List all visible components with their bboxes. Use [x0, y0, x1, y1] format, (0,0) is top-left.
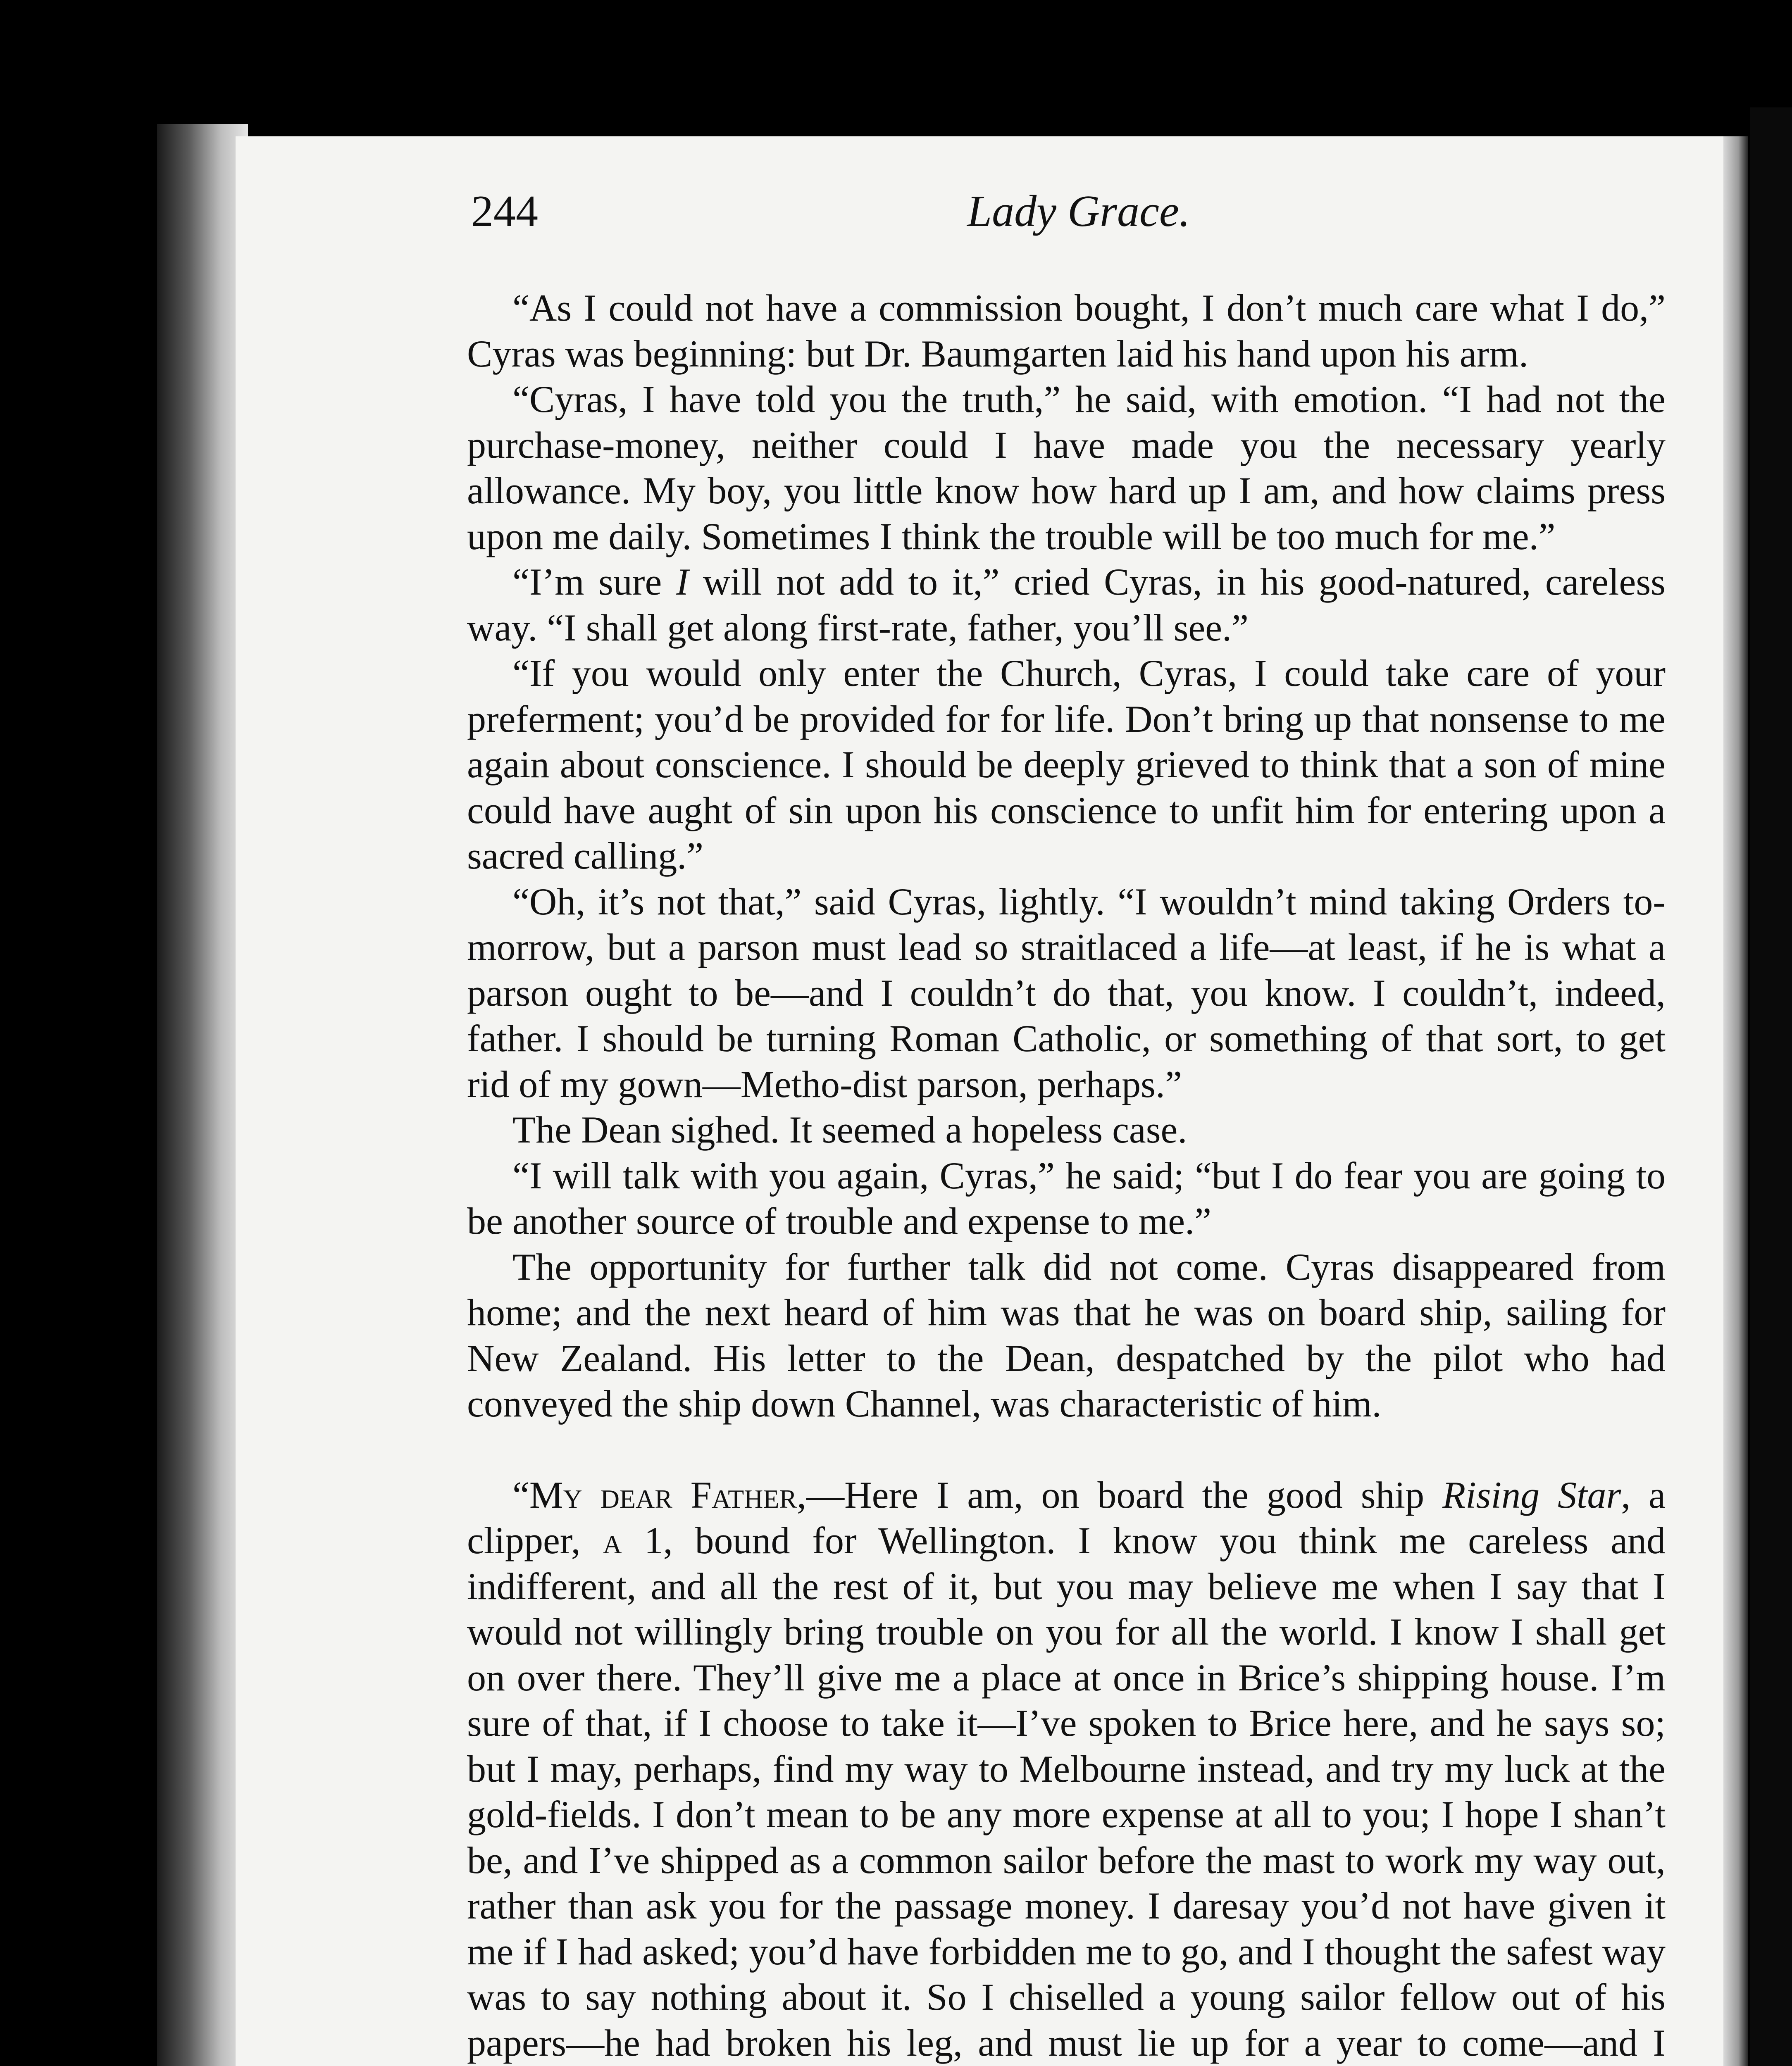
paragraph: “If you would only enter the Church, Cyras, I could take care of your preferment; you’d be provided for for life. Don’t bring up that nonsense to me again about conscience. I should be deeply grieved to think that a son of mine could have aught of sin upon his conscience to unfit him for entering upon a sacred calling.” — [467, 652, 1666, 877]
paragraph: “Cyras, I have told you the truth,” he said, with emotion. “I had not the purchase-money, neither could I have made you the necessary yearly allowance. My boy, you little know how hard up I am, and how claims press upon me daily. Sometimes I think the trouble will be too much for me.” — [467, 378, 1666, 557]
book-spine-shadow — [157, 124, 248, 2066]
ship-name: Rising Star — [1442, 1473, 1621, 1516]
paragraph — [467, 559, 1666, 650]
letter-salutation: My dear Father, — [529, 1473, 807, 1516]
open-quote: “ — [512, 1473, 529, 1516]
letter-text: —Here I am, on board the good ship — [806, 1473, 1442, 1516]
letter-text: , bound for Wellington. I know you think me careless and indifferent, and all the rest of it, but you may believe me when I say that I would not willingly bring trouble on you for all the world. I know I shall get on over there. They’ll give me a place at once in Brice’s shipping house. I’m sure of that, if I choose to take it—I’ve spoken to Brice here, and he says so; but I may, perhaps, find my way to Melbourne instead, and try my luck at the gold-fields. I don’t mean to be any more expense at all to you; I hope I shan’t be, and I’ve shipped as a common sailor before the mast to work my way out, rather than ask you for the passage money. I daresay you’d not have given it me if I had asked; you’d have forbidden me to go, and I thought the safest way was to say nothing about it. So I chiselled a young sailor fellow out of his papers—he had broken his leg, and must lie up for a year to come—and I — [467, 1519, 1666, 2064]
paragraph: The opportunity for further talk did not come. Cyras disappeared from home; and the next heard of him was that he was on board ship, sailing for New Zealand. His letter to the Dean, despatched by the pilot who had conveyed the ship down Channel, was characteristic of him. — [467, 1245, 1666, 1425]
emphasized-word: I — [676, 561, 689, 603]
paragraph: “Oh, it’s not that,” said Cyras, lightly. “I wouldn’t mind taking Orders to-morrow, but a parson must lead so straitlaced a life—at least, if he is what a parson ought to be—and I couldn’t do that, you know. I couldn’t, indeed, father. I should be turning Roman Catholic, or something of that sort, to get rid of my gown—Metho-dist parson, perhaps.” — [467, 880, 1666, 1105]
paragraph: “As I could not have a commission bought, I don’t much care what I do,” Cyras was beginning: but Dr. Baumgarten laid his hand upon his arm. — [467, 287, 1666, 375]
letter-text: , a clipper, — [467, 1473, 1666, 1561]
letter-paragraph — [467, 1472, 1666, 2066]
page-body — [467, 285, 1666, 2066]
paragraph-text: “I’m sure — [512, 561, 676, 603]
page-number: 244 — [471, 187, 538, 236]
paragraph-text: will not add to it,” cried Cyras, in his good-natured, careless way. “I shall get along first-rate, father, you’ll see.” — [467, 561, 1666, 649]
page-edge — [1723, 136, 1748, 2066]
running-title: Lady Grace. — [967, 187, 1190, 236]
facing-page-edge — [1750, 107, 1792, 2066]
section-gap — [467, 1427, 1666, 1472]
paragraph: The Dean sighed. It seemed a hopeless case. — [512, 1109, 1187, 1151]
paragraph: “I will talk with you again, Cyras,” he said; “but I do fear you are going to be another source of trouble and expense to me.” — [467, 1154, 1666, 1242]
ship-rating: a 1 — [603, 1519, 663, 1561]
page-header — [471, 186, 1661, 256]
